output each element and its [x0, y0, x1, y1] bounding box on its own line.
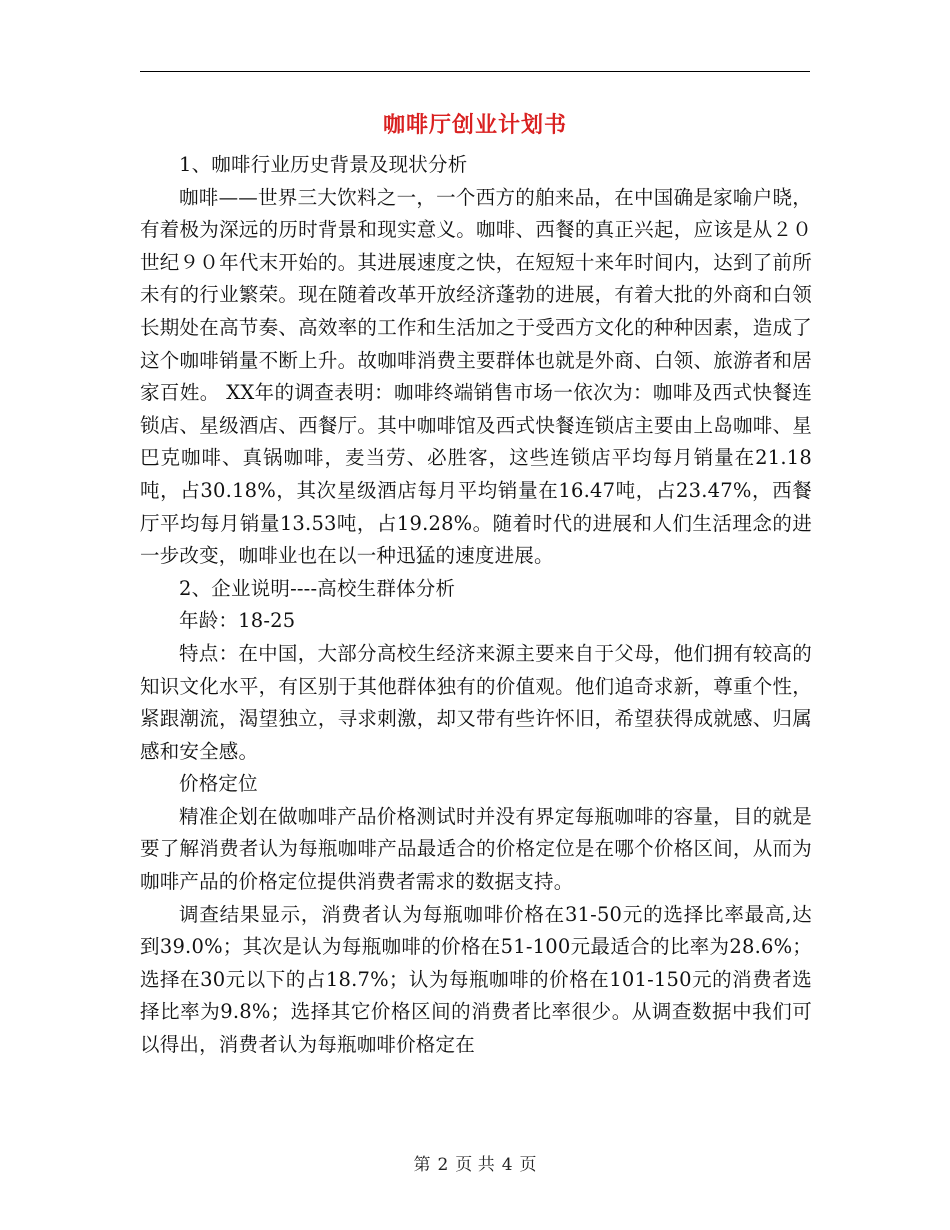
paragraph-coffee-industry: 咖啡——世界三大饮料之一，一个西方的舶来品，在中国确是家喻户晓，有着极为深远的历时背景和现实意义。咖啡、西餐的真正兴起，应该是从２０世纪９０年代末开始的。其进展速度之快，在短短十来年时间内，达到了前所未有的行业繁荣。现在随着改革开放经济蓬勃的进展，有着大批的外商和白领长期处在高节奏、高效率的工作和生活加之于受西方文化的种种因素，造成了这个咖啡销量不断上升。故咖啡消费主要群体也就是外商、白领、旅游者和居家百姓。 XX年的调查表明：咖啡终端销售市场一依次为：咖啡及西式快餐连锁店、星级酒店、西餐厅。其中咖啡馆及西式快餐连锁店主要由上岛咖啡、星巴克咖啡、真锅咖啡，麦当劳、必胜客，这些连锁店平均每月销量在21.18吨，占30.18%，其次星级酒店每月平均销量在16.47吨，占23.47%，西餐厅平均每月销量13.53吨，占19.28%。随着时代的进展和人们生活理念的进一步改变，咖啡业也在以一种迅猛的速度进展。 — [140, 185, 812, 568]
footer-prefix: 第 — [413, 1155, 431, 1175]
page-number-footer — [0, 1154, 950, 1176]
section-heading-industry-background: 1、咖啡行业历史背景及现状分析 — [179, 153, 468, 176]
section-heading-student-analysis: 2、企业说明----高校生群体分析 — [179, 576, 456, 600]
footer-suffix: 页 — [519, 1155, 537, 1175]
paragraph-characteristics: 特点：在中国，大部分高校生经济来源主要来自于父母，他们拥有较高的知识文化水平，有区别于其他群体独有的价值观。他们追奇求新，尊重个性，紧跟潮流，渴望独立，寻求刺激，却又带有些许怀旧，希望获得成就感、归属感和安全感。 — [140, 641, 812, 763]
section-heading-price-positioning: 价格定位 — [179, 772, 258, 796]
paragraph-age: 年龄：18-25 — [179, 609, 296, 633]
footer-total-pages: 4 — [501, 1155, 513, 1175]
header-rule — [140, 71, 810, 72]
document-body — [140, 149, 812, 1062]
paragraph-survey-results: 调查结果显示，消费者认为每瓶咖啡价格在31-50元的选择比率最高,达到39.0%；其次是认为每瓶咖啡的价格在51-100元最适合的比率为28.6%；选择在30元以下的占18.7%；认为每瓶咖啡的价格在101-150元的消费者选择比率为9.8%；选择其它价格区间的消费者比率很少。从调查数据中我们可以得出，消费者认为每瓶咖啡价格定在 — [140, 902, 812, 1057]
paragraph-price-test: 精准企划在做咖啡产品价格测试时并没有界定每瓶咖啡的容量，目的就是要了解消费者认为每瓶咖啡产品最适合的价格定位是在哪个价格区间，从而为咖啡产品的价格定位提供消费者需求的数据支持。 — [140, 804, 812, 894]
footer-middle: 页 共 — [455, 1155, 495, 1175]
footer-current-page: 2 — [437, 1155, 449, 1175]
document-title: 咖啡厅创业计划书 — [382, 112, 567, 138]
